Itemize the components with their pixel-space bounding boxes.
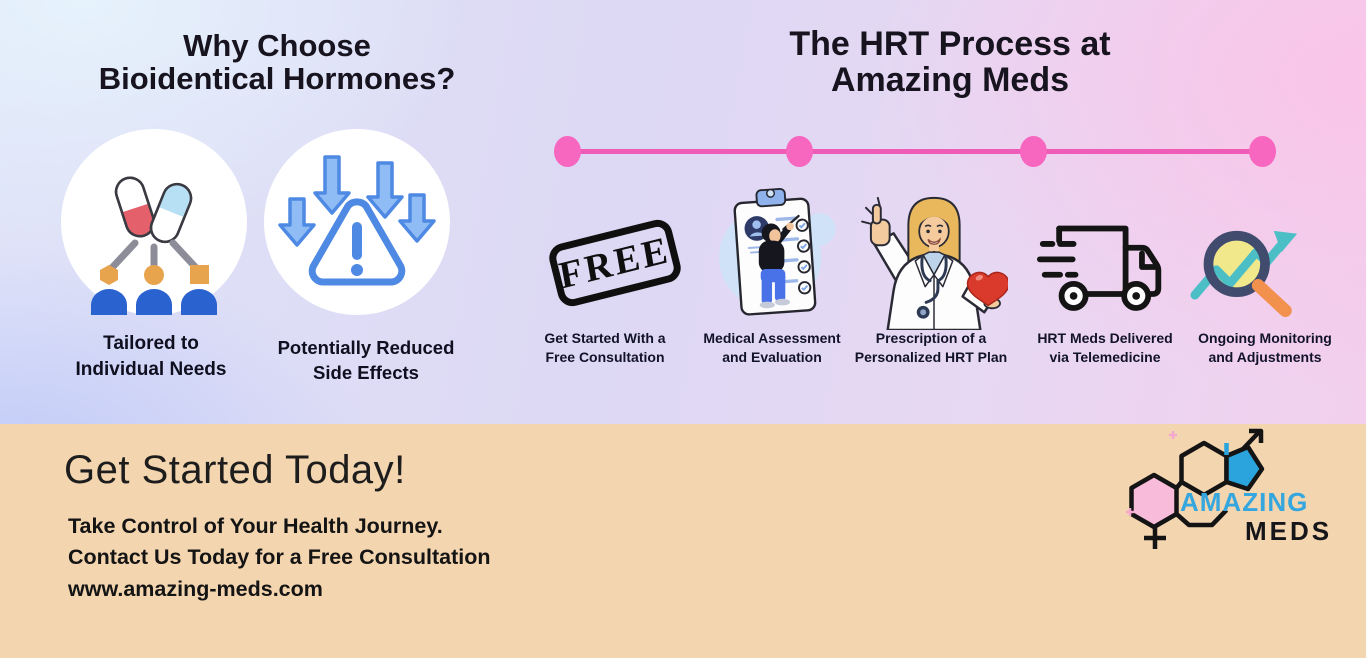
step-2-line2: and Evaluation bbox=[722, 348, 822, 365]
timeline-line bbox=[568, 149, 1263, 154]
step-3-label bbox=[843, 329, 1019, 366]
monitoring-chart-icon bbox=[1190, 207, 1302, 317]
right-panel-title bbox=[703, 26, 1197, 98]
medical-checklist-icon bbox=[702, 180, 844, 322]
step-4-label bbox=[1020, 329, 1190, 366]
reduced-side-effects-icon bbox=[264, 129, 450, 315]
step-5-label bbox=[1180, 329, 1350, 366]
free-stamp-text: FREE bbox=[556, 228, 674, 298]
website-link[interactable]: www.amazing-meds.com bbox=[68, 577, 323, 601]
footer-body-line2: Contact Us Today for a Free Consultation bbox=[68, 545, 491, 569]
timeline-dot-2 bbox=[786, 136, 813, 167]
feature-tailored-line2: Individual Needs bbox=[75, 358, 227, 380]
footer-headline: Get Started Today! bbox=[64, 448, 406, 492]
step-2-line1: Medical Assessment bbox=[703, 330, 841, 346]
feature-side-effects-line2: Side Effects bbox=[313, 362, 419, 384]
logo-word-amazing: AMAZING bbox=[1180, 487, 1309, 517]
feature-side-effects-label bbox=[252, 335, 480, 385]
step-4-line2: via Telemedicine bbox=[1049, 348, 1161, 365]
logo-word-meds: MEDS bbox=[1245, 516, 1333, 546]
footer-band bbox=[0, 424, 1366, 658]
step-4-icon-wrap bbox=[1037, 215, 1167, 326]
timeline-dot-4 bbox=[1249, 136, 1276, 167]
left-title-line2: Bioidentical Hormones? bbox=[98, 60, 456, 96]
step-2-icon-wrap bbox=[702, 180, 844, 327]
doctor-heart-icon bbox=[860, 192, 1008, 330]
free-stamp-icon bbox=[546, 217, 684, 310]
step-4-line1: HRT Meds Delivered bbox=[1037, 330, 1173, 346]
right-title-line1: The HRT Process at bbox=[789, 25, 1111, 63]
delivery-truck-icon bbox=[1037, 215, 1167, 321]
right-title-line2: Amazing Meds bbox=[830, 61, 1070, 100]
step-1-line2: Free Consultation bbox=[545, 348, 665, 365]
feature-side-effects-circle bbox=[264, 129, 450, 315]
left-title-line1: Why Choose bbox=[183, 28, 371, 63]
step-1-label bbox=[520, 329, 690, 366]
step-5-icon-wrap bbox=[1190, 207, 1302, 322]
feature-tailored-line1: Tailored to bbox=[103, 333, 199, 354]
feature-tailored-circle bbox=[61, 129, 247, 315]
step-3-icon-wrap bbox=[860, 192, 1008, 335]
footer-body-line1: Take Control of Your Health Journey. bbox=[68, 514, 443, 538]
pills-to-people-icon bbox=[61, 129, 247, 315]
timeline-dot-3 bbox=[1020, 136, 1047, 167]
timeline-dot-1 bbox=[554, 136, 581, 167]
feature-side-effects-line1: Potentially Reduced bbox=[277, 337, 455, 358]
step-5-line1: Ongoing Monitoring bbox=[1198, 330, 1332, 346]
step-1-line1: Get Started With a bbox=[544, 330, 666, 346]
left-panel-title bbox=[40, 30, 514, 96]
step-2-label bbox=[687, 329, 857, 366]
amazing-meds-logo bbox=[1122, 426, 1332, 571]
step-5-line2: and Adjustments bbox=[1208, 348, 1322, 365]
feature-tailored-label bbox=[36, 331, 266, 383]
step-3-line1: Prescription of a bbox=[875, 330, 987, 346]
step-3-line2: Personalized HRT Plan bbox=[854, 348, 1008, 365]
